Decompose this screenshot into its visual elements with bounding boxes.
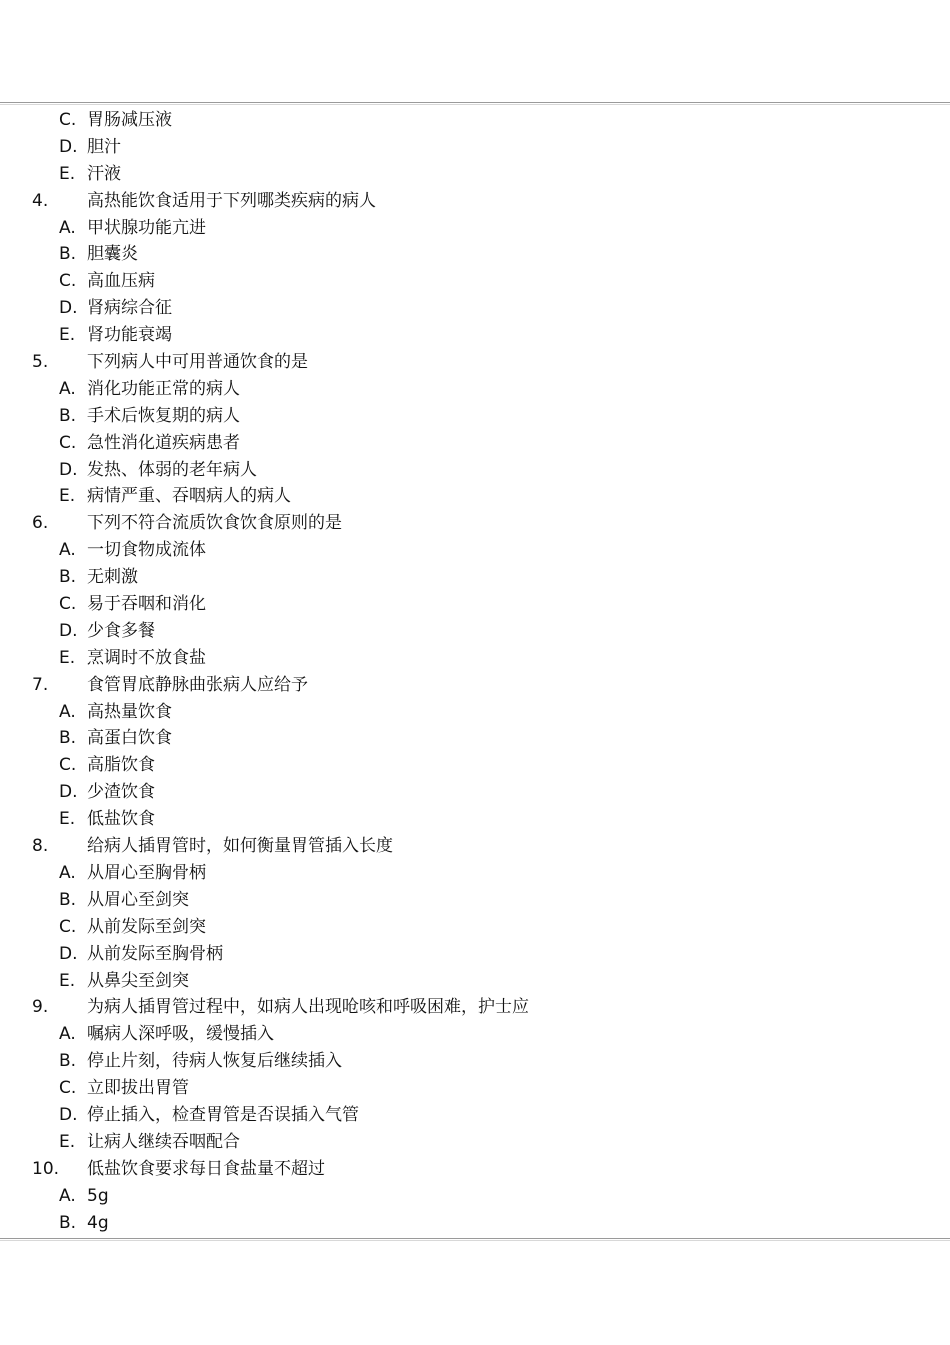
question-text: 高热能饮食适用于下列哪类疾病的病人 <box>87 190 376 211</box>
option-text: 胆囊炎 <box>87 244 138 265</box>
option-letter: A. <box>59 862 76 883</box>
option-text: 甲状腺功能亢进 <box>87 217 206 238</box>
question-number: 9. <box>32 997 49 1018</box>
option-text: 从鼻尖至剑突 <box>87 970 189 991</box>
answer-option <box>0 1102 950 1129</box>
question-text: 下列病人中可用普通饮食的是 <box>87 352 308 373</box>
option-letter: A. <box>59 701 76 722</box>
answer-option <box>0 941 950 968</box>
question-list <box>0 107 950 1236</box>
option-letter: D. <box>59 459 78 480</box>
option-letter: D. <box>59 136 78 157</box>
question-number: 5. <box>32 352 49 373</box>
answer-option <box>0 1129 950 1156</box>
option-text: 胃肠减压液 <box>87 110 172 130</box>
top-divider <box>0 102 950 105</box>
option-letter: B. <box>59 1051 77 1072</box>
answer-option <box>0 1210 950 1237</box>
answer-option <box>0 860 950 887</box>
answer-option <box>0 699 950 726</box>
option-text: 少渣饮食 <box>87 782 155 803</box>
option-letter: E. <box>59 809 76 830</box>
option-letter: B. <box>59 567 77 588</box>
question-number: 10. <box>32 1158 60 1179</box>
answer-option <box>0 483 950 510</box>
answer-option <box>0 1075 950 1102</box>
option-text: 汗液 <box>87 163 121 184</box>
option-text: 从眉心至剑突 <box>87 889 189 910</box>
option-text: 病情严重、吞咽病人的病人 <box>87 486 291 507</box>
answer-option <box>0 645 950 672</box>
question-item <box>0 188 950 215</box>
question-number: 6. <box>32 513 49 534</box>
answer-option <box>0 403 950 430</box>
answer-option <box>0 537 950 564</box>
answer-option <box>0 968 950 995</box>
question-item <box>0 1156 950 1183</box>
option-letter: A. <box>59 1185 76 1206</box>
answer-option <box>0 725 950 752</box>
answer-option <box>0 268 950 295</box>
option-text: 让病人继续吞咽配合 <box>87 1131 240 1152</box>
option-text: 5g <box>87 1185 109 1206</box>
option-letter: E. <box>59 970 76 991</box>
option-text: 从前发际至剑突 <box>87 916 206 937</box>
option-text: 4g <box>87 1212 109 1233</box>
answer-option <box>0 134 950 161</box>
answer-option <box>0 295 950 322</box>
option-letter: A. <box>59 378 76 399</box>
answer-option <box>0 161 950 188</box>
option-letter: C. <box>59 916 77 937</box>
answer-option <box>0 914 950 941</box>
option-text: 发热、体弱的老年病人 <box>87 459 257 480</box>
answer-option <box>0 376 950 403</box>
answer-option <box>0 457 950 484</box>
answer-option <box>0 779 950 806</box>
answer-option <box>0 241 950 268</box>
answer-option <box>0 1183 950 1210</box>
option-letter: A. <box>59 217 76 238</box>
option-letter: D. <box>59 943 78 964</box>
option-letter: A. <box>59 540 76 561</box>
answer-option <box>0 430 950 457</box>
option-letter: E. <box>59 325 76 346</box>
answer-option <box>0 591 950 618</box>
question-number: 8. <box>32 836 49 857</box>
option-text: 胆汁 <box>87 136 121 157</box>
option-letter: C. <box>59 432 77 453</box>
option-text: 烹调时不放食盐 <box>87 647 206 668</box>
answer-option <box>0 215 950 242</box>
question-item <box>0 672 950 699</box>
question-text: 食管胃底静脉曲张病人应给予 <box>87 674 308 695</box>
answer-option <box>0 1021 950 1048</box>
answer-option <box>0 322 950 349</box>
question-text: 给病人插胃管时，如何衡量胃管插入长度 <box>87 836 393 857</box>
question-item <box>0 510 950 537</box>
option-text: 从前发际至胸骨柄 <box>87 943 223 964</box>
option-text: 肾病综合征 <box>87 298 172 319</box>
answer-option <box>0 618 950 645</box>
bottom-divider <box>0 1238 950 1241</box>
option-text: 手术后恢复期的病人 <box>87 405 240 426</box>
option-text: 停止插入，检查胃管是否误插入气管 <box>87 1104 359 1125</box>
question-text: 为病人插胃管过程中，如病人出现呛咳和呼吸困难，护士应 <box>87 997 529 1018</box>
option-text: 停止片刻，待病人恢复后继续插入 <box>87 1051 342 1072</box>
option-text: 嘱病人深呼吸，缓慢插入 <box>87 1024 274 1045</box>
option-letter: B. <box>59 1212 77 1233</box>
option-letter: E. <box>59 1131 76 1152</box>
option-letter: D. <box>59 1104 78 1125</box>
option-text: 急性消化道疾病患者 <box>87 432 240 453</box>
answer-option <box>0 107 950 134</box>
question-item <box>0 994 950 1021</box>
option-letter: B. <box>59 244 77 265</box>
option-text: 立即拔出胃管 <box>87 1078 189 1099</box>
answer-option <box>0 1048 950 1075</box>
question-item <box>0 349 950 376</box>
option-letter: C. <box>59 271 77 292</box>
option-letter: B. <box>59 889 77 910</box>
answer-option <box>0 806 950 833</box>
option-letter: E. <box>59 486 76 507</box>
option-letter: D. <box>59 782 78 803</box>
question-number: 7. <box>32 674 49 695</box>
answer-option <box>0 752 950 779</box>
option-letter: D. <box>59 298 78 319</box>
question-item <box>0 833 950 860</box>
option-letter: E. <box>59 163 76 184</box>
option-letter: B. <box>59 728 77 749</box>
option-text: 高脂饮食 <box>87 755 155 776</box>
option-letter: B. <box>59 405 77 426</box>
option-text: 肾功能衰竭 <box>87 325 172 346</box>
option-letter: E. <box>59 647 76 668</box>
option-letter: D. <box>59 620 78 641</box>
option-letter: C. <box>59 594 77 615</box>
question-number: 4. <box>32 190 49 211</box>
option-letter: A. <box>59 1024 76 1045</box>
answer-option <box>0 887 950 914</box>
question-text: 下列不符合流质饮食饮食原则的是 <box>87 513 342 534</box>
option-text: 低盐饮食 <box>87 809 155 830</box>
option-text: 易于吞咽和消化 <box>87 594 206 615</box>
option-text: 高蛋白饮食 <box>87 728 172 749</box>
option-text: 从眉心至胸骨柄 <box>87 862 206 883</box>
option-letter: C. <box>59 1078 77 1099</box>
option-text: 少食多餐 <box>87 620 155 641</box>
answer-option <box>0 564 950 591</box>
question-text: 低盐饮食要求每日食盐量不超过 <box>87 1158 325 1179</box>
option-text: 高热量饮食 <box>87 701 172 722</box>
option-letter: C. <box>59 110 77 130</box>
option-text: 高血压病 <box>87 271 155 292</box>
option-text: 一切食物成流体 <box>87 540 206 561</box>
option-text: 无刺激 <box>87 567 138 588</box>
option-text: 消化功能正常的病人 <box>87 378 240 399</box>
option-letter: C. <box>59 755 77 776</box>
